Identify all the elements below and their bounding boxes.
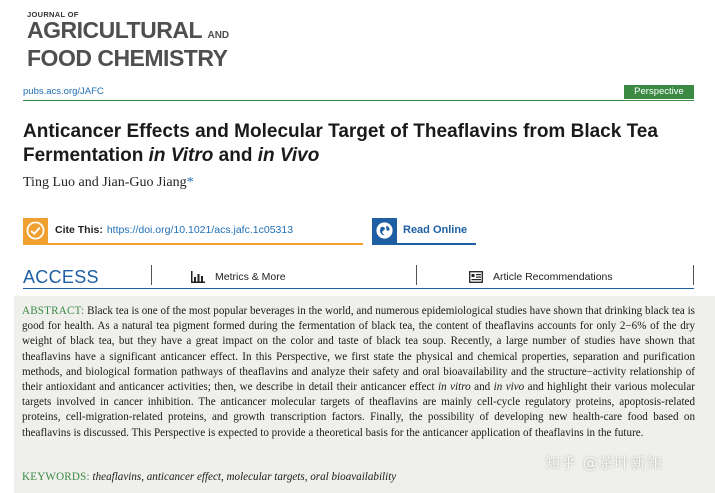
section-badge: Perspective <box>624 85 694 99</box>
journal-url-link[interactable]: pubs.acs.org/JAFC <box>23 86 104 97</box>
divider <box>693 265 694 285</box>
abstract-text: ABSTRACT: Black tea is one of the most popular beverages in the world, and numerous epidemiological studies have shown that drinking black tea is good for health. As a natural tea pigment formed during the fermentation of black tea, the content of theaflavins accounts for only 2−6% of the dry weight of black tea, but they have a great impact on the color and taste of black tea soup. Recently, a large number of studies have shown that theaflavins have a significant anticancer effect. In this Perspective, we first state the physical and chemical properties, separation and purification methods, and biological formation pathways of theaflavins and analyze their safety and oral bioavailability and the structure−activity relationship of their antioxidant and anticancer activities; then, we describe in detail their anticancer effect in vitro and in vivo and highlight their various molecular targets involved in cancer inhibition. The anticancer molecular targets of theaflavins are mainly cell-cycle regulatory proteins, apoptosis-related proteins, cell-migration-related proteins, and growth transcription factors. Finally, the possibility of developing new health-care food based on theaflavins is discussed. This Perspective is expected to provide a theoretical basis for the anticancer application of theaflavins in the future. <box>22 305 695 439</box>
metrics-button[interactable] <box>191 271 286 283</box>
abstract-heading: ABSTRACT: <box>22 305 85 317</box>
article-authors <box>23 175 194 191</box>
keywords-list: theaflavins, anticancer effect, molecular targets, oral bioavailability <box>92 471 397 483</box>
metrics-label: Metrics & More <box>215 271 286 283</box>
divider <box>151 265 152 285</box>
access-bar <box>23 263 694 289</box>
divider <box>416 265 417 285</box>
corresponding-author-mark[interactable]: * <box>186 175 194 190</box>
watermark: 知乎 @茶叶新知 <box>545 454 663 472</box>
journal-prefix: JOURNAL OF <box>27 10 79 19</box>
document-list-icon <box>469 271 483 283</box>
article-recommendations-button[interactable] <box>469 271 613 283</box>
author-names[interactable]: Ting Luo and Jian-Guo Jiang <box>23 175 187 190</box>
keywords <box>22 471 396 483</box>
journal-logo <box>27 10 229 69</box>
read-online-label: Read Online <box>403 224 468 236</box>
access-label: ACCESS <box>23 267 99 287</box>
check-circle-icon <box>23 218 48 243</box>
read-online-button[interactable] <box>372 217 476 245</box>
journal-name-line1: AGRICULTURAL AND <box>27 17 230 43</box>
article-title: Anticancer Effects and Molecular Target of Theaflavins from Black Tea Fermentation in Vitro and in Vivo <box>23 121 658 166</box>
journal-name-line2: FOOD CHEMISTRY <box>27 45 228 71</box>
keywords-heading: KEYWORDS: <box>22 471 90 483</box>
cite-this-bar <box>23 217 363 245</box>
recommendations-label: Article Recommendations <box>493 271 613 283</box>
doi-link[interactable]: https://doi.org/10.1021/acs.jafc.1c05313 <box>106 224 294 236</box>
cite-label: Cite This: <box>55 224 103 236</box>
bar-chart-icon <box>191 271 205 283</box>
globe-icon <box>372 218 397 243</box>
header-divider <box>23 100 694 101</box>
